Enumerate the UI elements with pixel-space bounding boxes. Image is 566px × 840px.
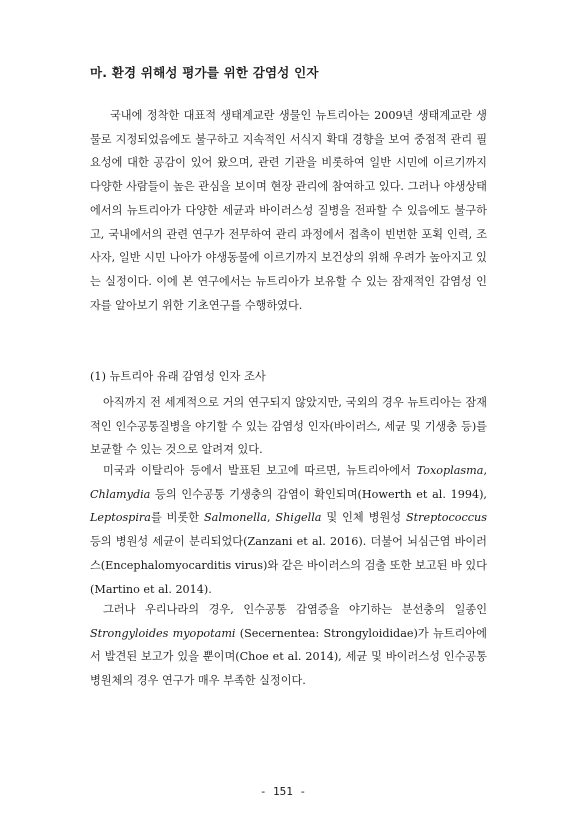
paragraph-domestic-status <box>90 598 487 693</box>
text-run: , <box>483 464 487 477</box>
species-name: Leptospira <box>90 511 151 525</box>
text-run: 등의 병원성 세균이 분리되었다(Zanzani et al. 2016). 더불어 뇌심근염 바이러스(Encephalomyocarditis virus)와 같은 바이러스의 검출 또한 보고된 바 있다(Martino et al. 2014). <box>90 535 487 596</box>
text-run: 및 인체 병원성 <box>321 511 406 525</box>
page-number: - 151 - <box>259 785 307 798</box>
species-name: Salmonella <box>204 511 267 525</box>
text-run: 미국과 이탈리아 등에서 발표된 보고에 따르면, 뉴트리아에서 <box>103 464 417 477</box>
text-run: 등의 인수공통 기생충의 감염이 확인되며(Howerth et al. 1994), <box>150 487 487 501</box>
species-name: Toxoplasma <box>416 464 484 477</box>
section-heading: 마. 환경 위해성 평가를 위한 감염성 인자 <box>90 65 319 80</box>
species-name: Chlamydia <box>90 487 151 501</box>
text-run: , <box>266 511 276 525</box>
intro-paragraph: 국내에 정착한 대표적 생태계교란 생물인 뉴트리아는 2009년 생태계교란 생물로 지정되었음에도 불구하고 지속적인 서식지 확대 경향을 보여 중점적 관리 필요성에 대한 공감이 있어 왔으며, 관련 기관을 비롯하여 일반 시민에 이르기까지 다양한 사람들이 높은 관심을 보이며 현장 관리에 참여하고 있다. 그러나 야생상태에서의 뉴트리아가 다양한 세균과 바이러스성 질병을 전파할 수 있음에도 불구하고, 국내에서의 관련 연구가 전무하여 관리 과정에서 접촉이 빈번한 포획 인력, 조사자, 일반 시민 나아가 야생동물에 이르기까지 보건상의 위해 우려가 높아지고 있는 실정이다. 이에 본 연구에서는 뉴트리아가 보유할 수 있는 잠재적인 감염성 인자를 알아보기 위한 기초연구를 수행하였다. <box>90 109 487 312</box>
text-run: 를 비롯한 <box>150 511 205 525</box>
species-name: Strongyloides myopotami <box>90 626 236 640</box>
species-name: Shigella <box>275 511 322 525</box>
paragraph-foreign-reports <box>90 459 487 601</box>
species-name: Streptococcus <box>405 511 487 525</box>
text-run: 그러나 우리나라의 경우, 인수공통 감염증을 야기하는 분선충의 일종인 <box>103 603 487 616</box>
text-run: (Secernentea: Strongyloididae)가 뉴트리아에서 발견된 보고가 있을 뿐이며(Choe et al. 2014), 세균 및 바이러스성 인수공통 병원체의 경우 연구가 매우 부족한 실정이다. <box>90 626 487 688</box>
subsection-heading: (1) 뉴트리아 유래 감염성 인자 조사 <box>90 370 266 383</box>
paragraph-known-pathogens: 아직까지 전 세계적으로 거의 연구되지 않았지만, 국외의 경우 뉴트리아는 잠재적인 인수공통질병을 야기할 수 있는 감염성 인자(바이러스, 세균 및 기생충 등)를 보균할 수 있는 것으로 알려져 있다. <box>90 396 487 457</box>
